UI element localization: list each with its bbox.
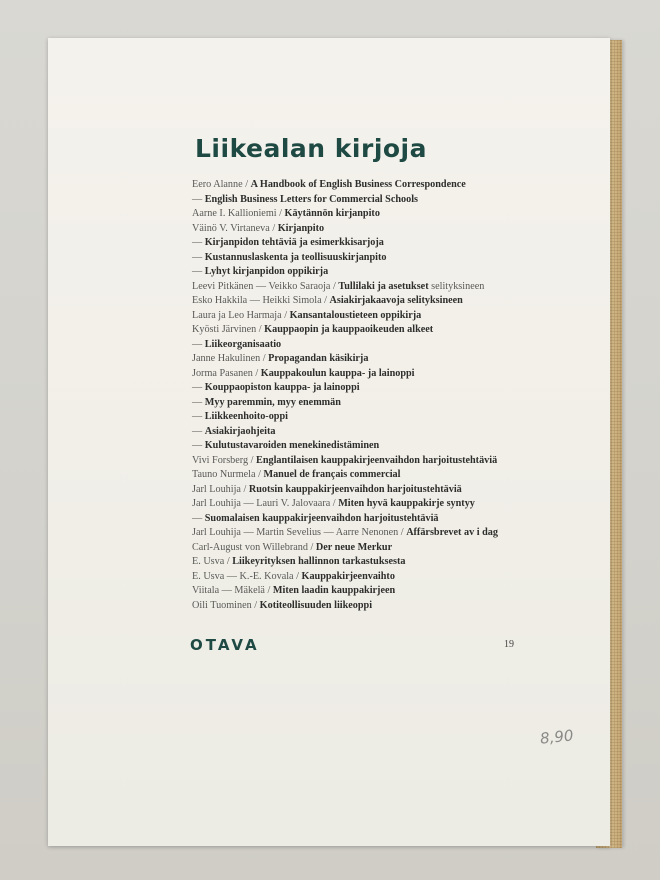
separator: / — [321, 295, 330, 306]
list-item — [192, 352, 522, 367]
book-title: Käytännön kirjanpito — [284, 208, 380, 219]
book-title: Asiakirjakaavoja selityksineen — [329, 295, 463, 306]
list-item — [192, 526, 522, 541]
book-title: Kauppakoulun kauppa- ja lainoppi — [260, 367, 415, 379]
list-item — [192, 178, 522, 193]
pencil-price-mark: 8,90 — [539, 726, 575, 748]
list-item — [192, 323, 522, 338]
separator: / — [330, 498, 339, 509]
list-item — [192, 410, 522, 425]
separator: / — [248, 454, 257, 466]
author-name: Kyösti Järvinen — [192, 324, 257, 335]
separator: / — [255, 469, 264, 480]
author-name: Esko Hakkila — Heikki Simola — [192, 295, 322, 306]
author-name: Laura ja Leo Harmaja — [192, 309, 282, 321]
book-title: Kouppaopiston kauppa- ja lainoppi — [204, 382, 360, 393]
book-title: Kirjanpidon tehtäviä ja esimerkkisarjoja — [204, 237, 384, 248]
book-title: Affärsbrevet av i dag — [406, 527, 498, 538]
book-list — [192, 178, 522, 613]
list-item — [192, 555, 522, 570]
author-name: E. Usva — K.-E. Kovala — [192, 570, 294, 582]
separator: / — [307, 541, 316, 553]
separator: / — [260, 353, 269, 364]
book-title: Liikkeenhoito-oppi — [204, 411, 288, 422]
separator: — — [192, 411, 205, 422]
separator: / — [264, 585, 273, 596]
publisher-logo: OTAVA — [190, 636, 260, 654]
list-item — [192, 280, 522, 295]
separator: — — [192, 237, 205, 248]
list-item — [192, 251, 522, 266]
list-item — [192, 294, 522, 309]
book-title: Miten laadin kauppakirjeen — [272, 585, 396, 596]
book-title: Kulutustavaroiden menekinedistäminen — [204, 440, 380, 451]
separator: — — [192, 193, 205, 205]
book-title: Ruotsin kauppakirjeenvaihdon harjoitustehtäviä — [248, 483, 462, 495]
book-title: English Business Letters for Commercial Schools — [204, 193, 419, 205]
book-title: Myy paremmin, myy enemmän — [204, 396, 341, 408]
separator: / — [276, 208, 285, 219]
author-name: Jarl Louhija — Lauri V. Jalovaara — [192, 498, 331, 509]
list-item — [192, 309, 522, 324]
book-title: Suomalaisen kauppakirjeenvaihdon harjoitustehtäviä — [204, 512, 439, 524]
author-name: Jorma Pasanen — [192, 367, 253, 379]
separator: / — [224, 556, 233, 567]
list-item — [192, 193, 522, 208]
list-item — [192, 584, 522, 599]
book-title: Englantilaisen kauppakirjeenvaihdon harjoitustehtäviä — [256, 454, 498, 466]
list-item — [192, 497, 522, 512]
author-name: Oili Tuominen — [192, 599, 252, 611]
book-title: Kansantaloustieteen oppikirja — [289, 309, 422, 321]
book-title: Lyhyt kirjanpidon oppikirja — [204, 266, 329, 277]
separator: / — [330, 280, 339, 292]
list-item — [192, 599, 522, 614]
separator: / — [240, 483, 249, 495]
separator: / — [398, 527, 407, 538]
list-item — [192, 396, 522, 411]
separator: / — [269, 222, 278, 234]
book-title: Tullilaki ja asetukset — [338, 280, 429, 292]
book-title: Kirjanpito — [277, 222, 325, 234]
page-number: 19 — [504, 639, 514, 650]
author-name: Eero Alanne — [192, 179, 243, 190]
book-title: Der neue Merkur — [315, 541, 393, 553]
separator: / — [256, 324, 265, 335]
book-title: Manuel de français commercial — [263, 469, 401, 480]
book-title: Kotiteollisuuden liikeoppi — [259, 599, 373, 611]
list-item — [192, 367, 522, 382]
book-title: Liikeorganisaatio — [204, 338, 282, 350]
author-name: Viitala — Mäkelä — [192, 585, 265, 596]
author-name: Vivi Forsberg — [192, 454, 249, 466]
author-name: Tauno Nurmela — [192, 469, 256, 480]
book-title-suffix: selityksineen — [428, 280, 485, 292]
separator: / — [293, 570, 302, 582]
page-title: Liikealan kirjoja — [195, 134, 427, 163]
book-title: Liikeyrityksen hallinnon tarkastuksesta — [232, 556, 406, 567]
list-item — [192, 222, 522, 237]
separator: — — [192, 512, 205, 524]
author-name: Leevi Pitkänen — Veikko Saraoja — [192, 280, 331, 292]
separator: / — [281, 309, 290, 321]
author-name: Aarne I. Kallioniemi — [192, 208, 277, 219]
separator: / — [242, 179, 251, 190]
book-title: Asiakirjaohjeita — [204, 425, 276, 437]
separator: — — [192, 382, 205, 393]
author-name: Jarl Louhija — [192, 483, 241, 495]
book-title: Kauppaopin ja kauppaoikeuden alkeet — [264, 324, 434, 335]
separator: — — [192, 338, 205, 350]
separator: — — [192, 396, 205, 408]
separator: / — [251, 599, 260, 611]
list-item — [192, 425, 522, 440]
author-name: Jarl Louhija — Martin Sevelius — Aarre Nenonen — [192, 527, 399, 538]
list-item — [192, 512, 522, 527]
list-item — [192, 439, 522, 454]
separator: — — [192, 266, 205, 277]
author-name: Carl-August von Willebrand — [192, 541, 308, 553]
list-item — [192, 483, 522, 498]
separator: — — [192, 251, 205, 263]
book-title: Miten hyvä kauppakirje syntyy — [338, 498, 475, 509]
book-title: Propagandan käsikirja — [268, 353, 369, 364]
author-name: E. Usva — [192, 556, 225, 567]
list-item — [192, 468, 522, 483]
list-item — [192, 338, 522, 353]
separator: — — [192, 440, 205, 451]
separator: / — [252, 367, 261, 379]
list-item — [192, 236, 522, 251]
list-item — [192, 454, 522, 469]
list-item — [192, 265, 522, 280]
list-item — [192, 207, 522, 222]
book-title: Kustannuslaskenta ja teollisuuskirjanpito — [204, 251, 387, 263]
separator: — — [192, 425, 205, 437]
book-title: A Handbook of English Business Correspondence — [250, 179, 466, 190]
book-title: Kauppakirjeenvaihto — [301, 570, 395, 582]
author-name: Janne Hakulinen — [192, 353, 261, 364]
list-item — [192, 570, 522, 585]
list-item — [192, 381, 522, 396]
author-name: Väinö V. Virtaneva — [192, 222, 270, 234]
list-item — [192, 541, 522, 556]
